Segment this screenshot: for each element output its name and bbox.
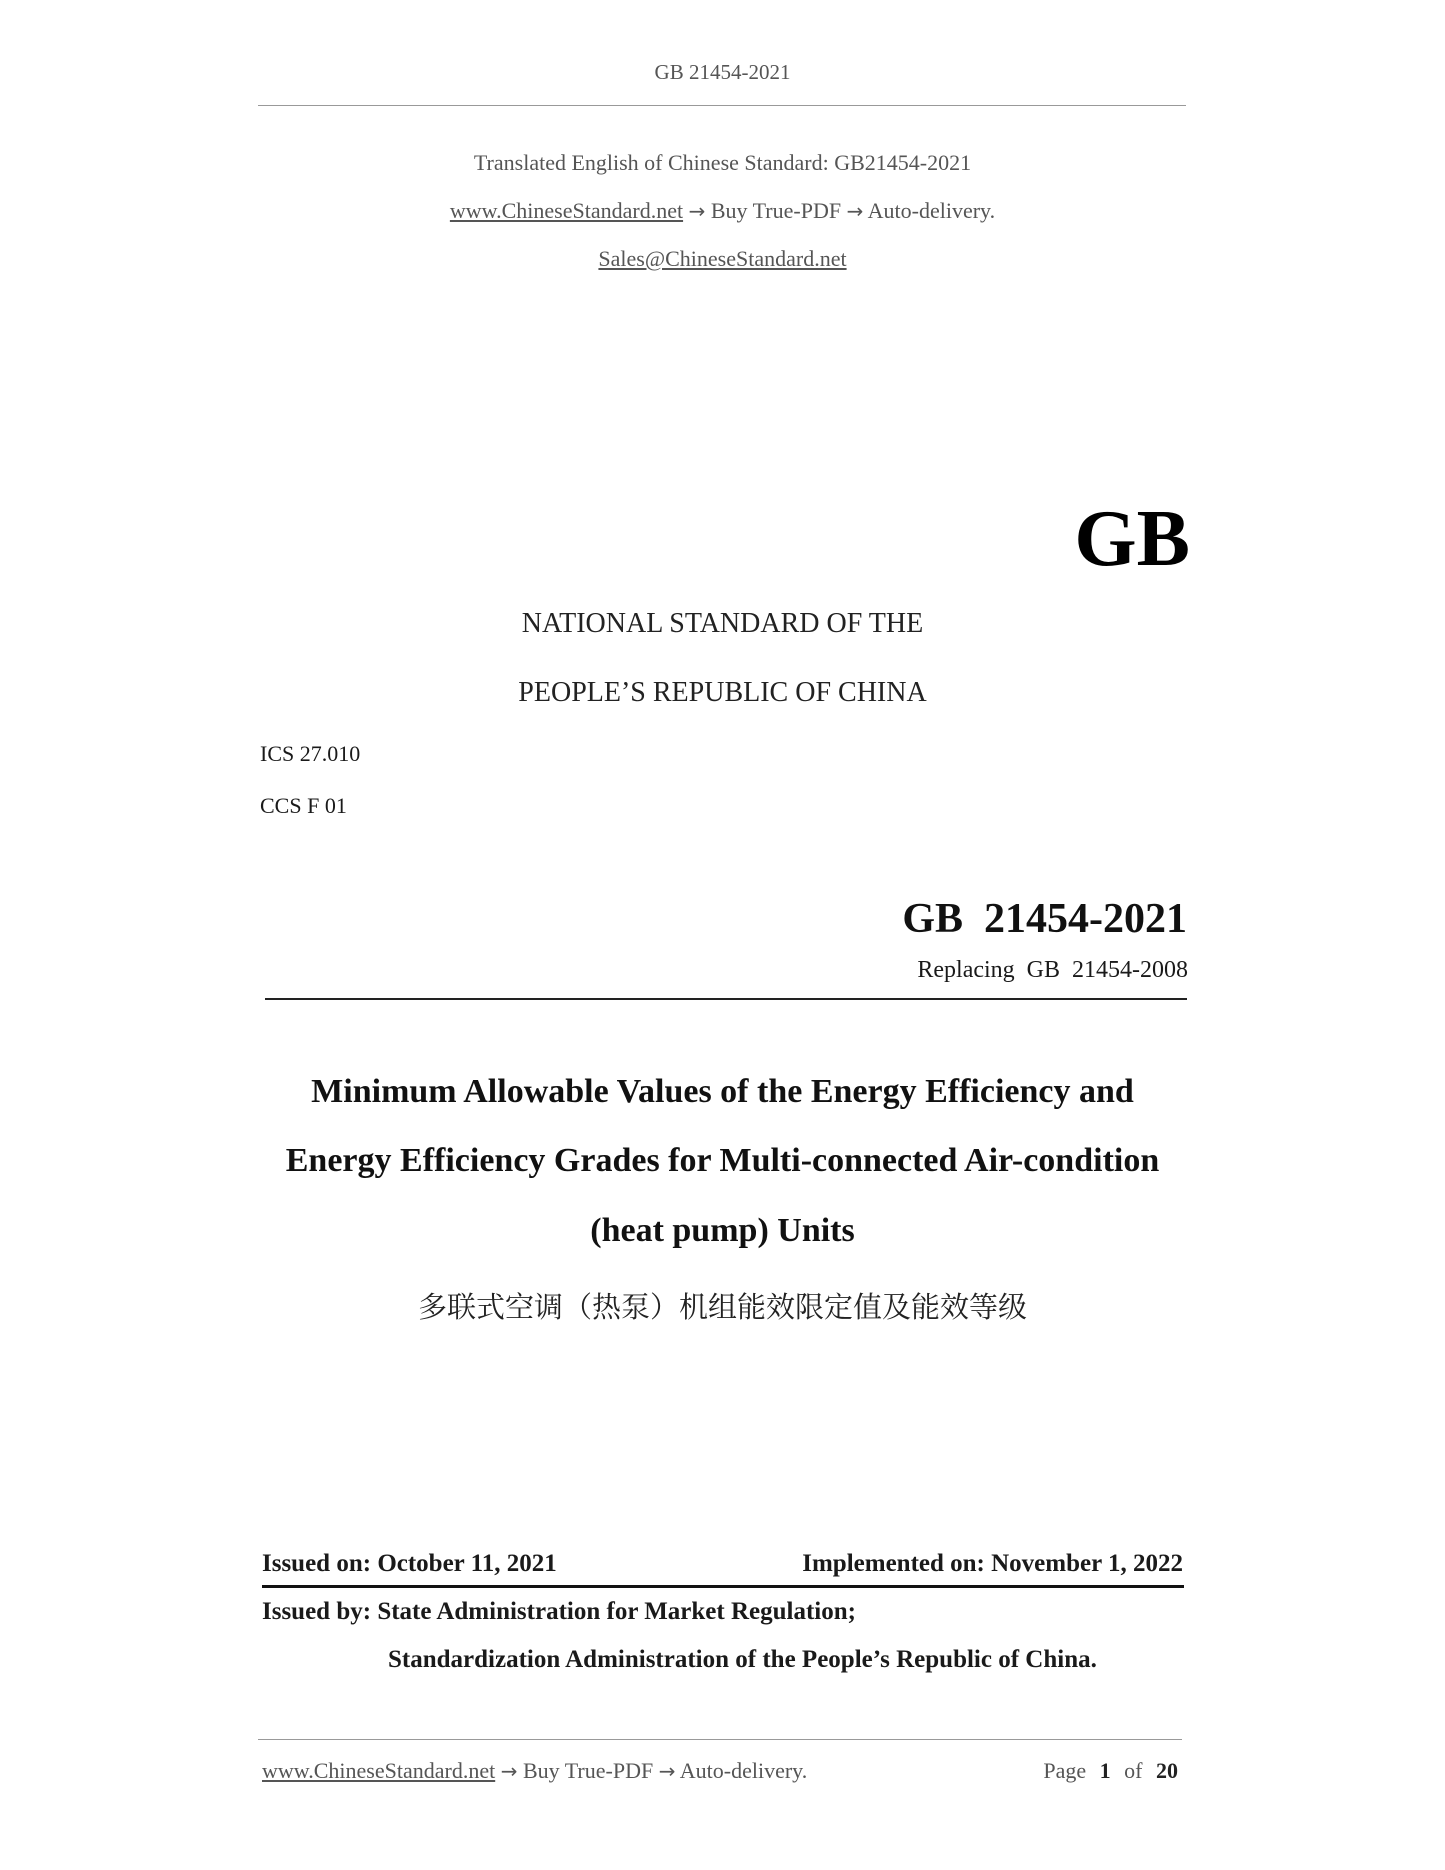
page-total: 20 — [1156, 1758, 1178, 1783]
page-label: Page — [1043, 1758, 1087, 1783]
auto-delivery-text: Auto-delivery. — [867, 198, 996, 223]
arrow-right-icon: → — [688, 199, 706, 223]
gb-logo-mark: GB — [1074, 495, 1190, 583]
running-header: GB 21454-2021 — [654, 60, 791, 84]
arrow-right-icon: → — [658, 1759, 676, 1783]
header-rule — [258, 105, 1186, 106]
footer-auto-delivery-text: Auto-delivery. — [679, 1758, 808, 1783]
page-current: 1 — [1099, 1758, 1111, 1783]
arrow-right-icon: → — [846, 199, 864, 223]
title-line-3: (heat pump) Units — [590, 1212, 855, 1249]
title-line-2: Energy Efficiency Grades for Multi-connected Air-condition — [285, 1142, 1160, 1179]
page-indicator — [1043, 1758, 1178, 1784]
issue-rule — [262, 1585, 1184, 1588]
purchase-line — [0, 198, 1445, 224]
arrow-right-icon: → — [500, 1759, 518, 1783]
issued-on: Issued on: October 11, 2021 — [262, 1550, 557, 1577]
ccs-code: CCS F 01 — [260, 793, 347, 818]
issued-by-line1: Issued by: State Administration for Market Regulation; — [262, 1598, 856, 1625]
title-line-1: Minimum Allowable Values of the Energy Efficiency and — [311, 1073, 1134, 1110]
ics-code: ICS 27.010 — [260, 741, 361, 766]
chinese-title: 多联式空调（热泵）机组能效限定值及能效等级 — [417, 1290, 1027, 1324]
replacing-standard: Replacing GB 21454-2008 — [917, 957, 1188, 983]
translated-notice: Translated English of Chinese Standard: GB21454-2021 — [473, 150, 972, 175]
buy-text: Buy True-PDF — [710, 198, 842, 223]
national-standard-line1: NATIONAL STANDARD OF THE — [521, 608, 924, 639]
email-line — [0, 246, 1445, 272]
issued-by-line2: Standardization Administration of the People’s Republic of China. — [388, 1646, 1097, 1673]
page-of: of — [1124, 1758, 1143, 1783]
email-link[interactable]: Sales@ChineseStandard.net — [598, 246, 847, 271]
number-rule — [265, 998, 1187, 1000]
standard-number: GB 21454-2021 — [902, 896, 1187, 942]
implemented-on: Implemented on: November 1, 2022 — [802, 1550, 1183, 1577]
footer-rule — [258, 1739, 1182, 1740]
site-link[interactable]: www.ChineseStandard.net — [449, 198, 684, 223]
national-standard-line2: PEOPLE’S REPUBLIC OF CHINA — [518, 677, 927, 708]
footer-buy-text: Buy True-PDF — [522, 1758, 654, 1783]
footer-purchase-line — [262, 1758, 807, 1784]
footer-site-link[interactable]: www.ChineseStandard.net — [262, 1758, 496, 1783]
